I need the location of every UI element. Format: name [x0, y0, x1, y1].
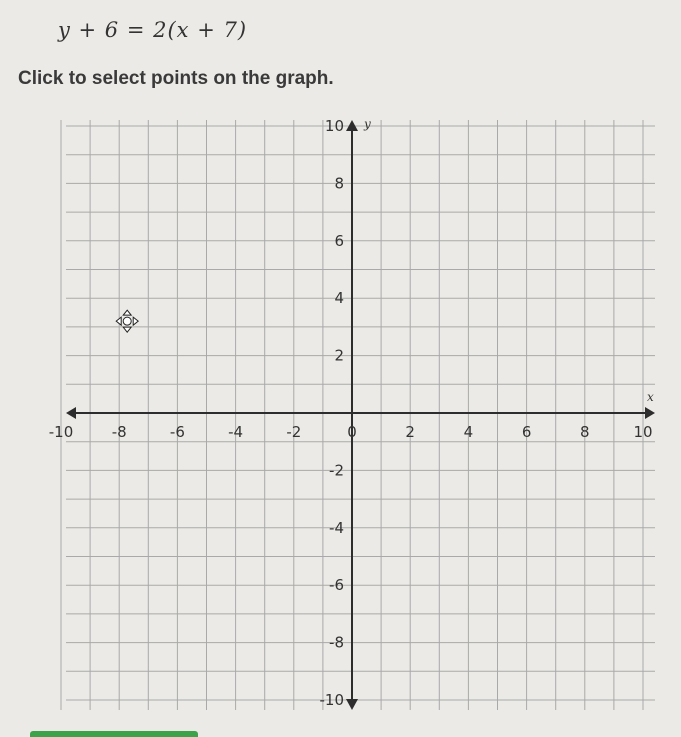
- y-axis-label: y: [364, 117, 371, 131]
- x-tick-label: 4: [463, 423, 474, 441]
- y-tick-label: 4: [334, 289, 344, 308]
- y-tick-label: -2: [329, 461, 344, 480]
- y-tick-label: -8: [329, 633, 344, 652]
- y-tick-label: 6: [334, 231, 344, 250]
- x-tick-label: 6: [521, 423, 532, 441]
- x-tick-label: -2: [286, 423, 302, 441]
- instruction-text: Click to select points on the graph.: [18, 68, 334, 89]
- x-axis-label: x: [647, 390, 654, 404]
- y-tick-label: -4: [329, 518, 344, 537]
- y-axis-arrow-down: [346, 699, 358, 710]
- x-tick-label: -8: [111, 423, 127, 441]
- coordinate-graph[interactable]: [0, 110, 681, 720]
- y-tick-label: -6: [329, 576, 344, 595]
- x-axis-arrow-left: [66, 407, 76, 419]
- y-tick-label: -10: [319, 691, 344, 709]
- graph-canvas[interactable]: [0, 110, 681, 720]
- equation-text: y + 6 = 2(x + 7): [58, 18, 248, 42]
- y-tick-label: 10: [324, 117, 344, 135]
- x-axis-arrow-right: [645, 407, 655, 419]
- x-tick-label: 10: [633, 423, 653, 441]
- x-tick-label: 0: [347, 423, 357, 441]
- x-tick-label: -4: [228, 423, 244, 441]
- x-tick-label: 2: [405, 423, 415, 441]
- y-tick-label: 8: [334, 174, 344, 193]
- y-tick-label: 2: [334, 346, 344, 365]
- x-tick-label: -6: [169, 423, 185, 441]
- submit-button[interactable]: [30, 731, 198, 737]
- x-tick-label: -10: [48, 423, 74, 441]
- x-tick-label: 8: [580, 423, 590, 441]
